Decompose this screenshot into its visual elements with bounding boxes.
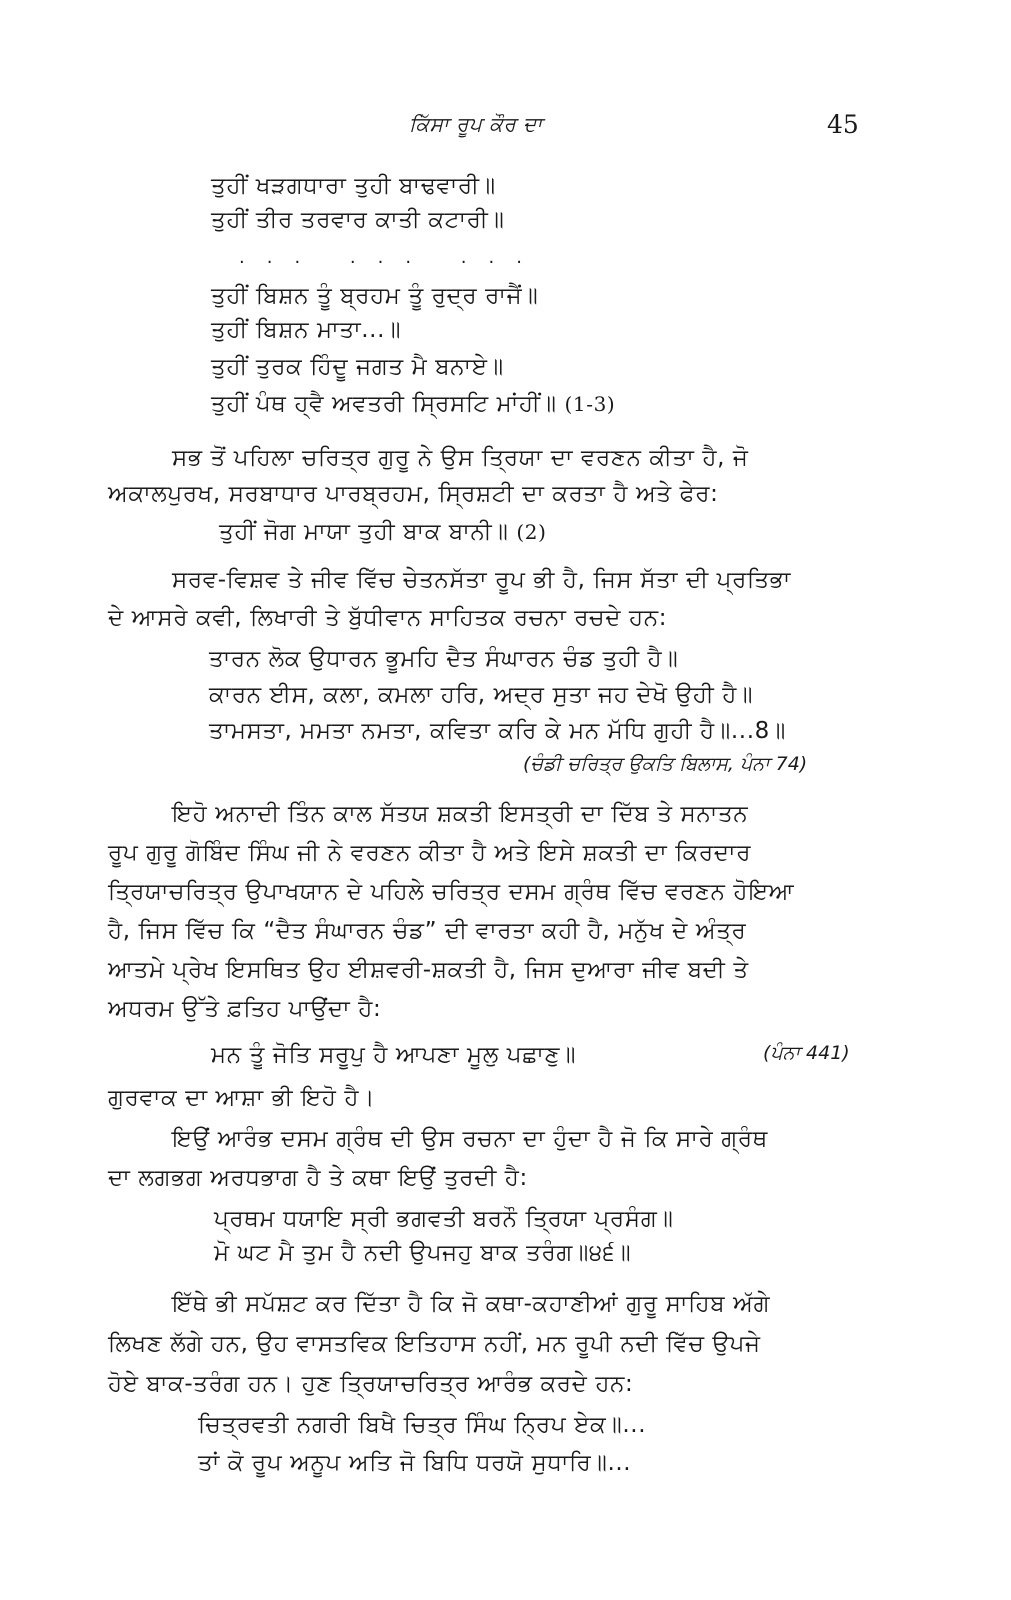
verse-line: ਤੁਹੀਂ ਤੀਰ ਤਰਵਾਰ ਕਾਤੀ ਕਟਾਰੀ॥ [211, 207, 505, 233]
running-title: ਕਿੱਸਾ ਰੂਪ ਕੌਰ ਦਾ [409, 112, 543, 136]
verse-reference: (1-3) [564, 392, 616, 416]
verse-line: ਮੋ ਘਟ ਮੈ ਤੁਮ ਹੈ ਨਦੀ ਉਪਜਹੁ ਬਾਕ ਤਰੰਗ॥੪੬॥ [214, 1240, 632, 1266]
verse-reference: (ਪੰਨਾ 441) [763, 1042, 850, 1064]
paragraph-line: ਦਾ ਲਗਭਗ ਅਰਧਭਾਗ ਹੈ ਤੇ ਕਥਾ ਇਉਂ ਤੁਰਦੀ ਹੈ: [108, 1165, 528, 1191]
verse-line: ਤੁਹੀਂ ਬਿਸ਼ਨ ਤੂੰ ਬ੍ਰਹਮ ਤੂੰ ਰੁਦ੍ਰ ਰਾਜੈਂ॥ [211, 283, 539, 309]
paragraph-line: ਅਧਰਮ ਉੱਤੇ ਫ਼ਤਿਹ ਪਾਉਂਦਾ ਹੈ: [108, 996, 382, 1022]
paragraph-line: ਗੁਰਵਾਕ ਦਾ ਆਸ਼ਾ ਭੀ ਇਹੋ ਹੈ। [108, 1085, 376, 1111]
verse-line: ਮਨ ਤੂੰ ਜੋਤਿ ਸਰੂਪੁ ਹੈ ਆਪਣਾ ਮੂਲੁ ਪਛਾਣੁ॥ [211, 1042, 577, 1068]
paragraph-line: ਹੋਏ ਬਾਕ-ਤਰੰਗ ਹਨ। ਹੁਣ ਤ੍ਰਿਯਾਚਰਿਤ੍ਰ ਆਰੰਭ ਕਰਦੇ ਹਨ: [108, 1371, 634, 1397]
paragraph-line: ਇਉਂ ਆਰੰਭ ਦਸਮ ਗ੍ਰੰਥ ਦੀ ਉਸ ਰਚਨਾ ਦਾ ਹੁੰਦਾ ਹੈ ਜੋ ਕਿ ਸਾਰੇ ਗ੍ਰੰਥ [172, 1126, 768, 1152]
verse-reference: (2) [516, 520, 547, 544]
verse-text: ਤੁਹੀਂ ਪੰਥ ਹ੍ਵੈ ਅਵਤਰੀ ਸ੍ਰਿਸਟਿ ਮਾਂਹੀਂ॥ [211, 391, 557, 417]
paragraph-line: ਦੇ ਆਸਰੇ ਕਵੀ, ਲਿਖਾਰੀ ਤੇ ਬੁੱਧੀਵਾਨ ਸਾਹਿਤਕ ਰਚਨਾ ਰਚਦੇ ਹਨ: [108, 605, 668, 631]
paragraph-line: ਸਭ ਤੋਂ ਪਹਿਲਾ ਚਰਿਤ੍ਰ ਗੁਰੂ ਨੇ ਉਸ ਤ੍ਰਿਯਾ ਦਾ ਵਰਣਨ ਕੀਤਾ ਹੈ, ਜੋ [172, 445, 749, 471]
verse-line: ਤੁਹੀਂ ਖੜਗਧਾਰਾ ਤੁਹੀ ਬਾਢਵਾਰੀ॥ [211, 173, 496, 199]
verse-line: ਤਾਮਸਤਾ, ਮਮਤਾ ਨਮਤਾ, ਕਵਿਤਾ ਕਰਿ ਕੇ ਮਨ ਮੱਧਿ ਗੁਹੀ ਹੈ॥...8॥ [209, 718, 786, 744]
paragraph-line: ਇਹੋ ਅਨਾਦੀ ਤਿੰਨ ਕਾਲ ਸੱਤਯ ਸ਼ਕਤੀ ਇਸਤ੍ਰੀ ਦਾ ਦਿੱਬ ਤੇ ਸਨਾਤਨ [172, 801, 749, 827]
verse-line [211, 389, 615, 419]
verse-line: ਕਾਰਨ ਈਸ, ਕਲਾ, ਕਮਲਾ ਹਰਿ, ਅਦ੍ਰ ਸੁਤਾ ਜਹ ਦੇਖੋ ਉਹੀ ਹੈ॥ [209, 682, 754, 708]
paragraph-line: ਲਿਖਣ ਲੱਗੇ ਹਨ, ਉਹ ਵਾਸਤਵਿਕ ਇਤਿਹਾਸ ਨਹੀਂ, ਮਨ ਰੂਪੀ ਨਦੀ ਵਿੱਚ ਉਪਜੇ [108, 1331, 761, 1357]
paragraph-line: ਆਤਮੇ ਪ੍ਰੇਖ ਇਸਥਿਤ ਉਹ ਈਸ਼ਵਰੀ-ਸ਼ਕਤੀ ਹੈ, ਜਿਸ ਦੁਆਰਾ ਜੀਵ ਬਦੀ ਤੇ [108, 957, 749, 983]
paragraph-line: ਤ੍ਰਿਯਾਚਰਿਤ੍ਰ ਉਪਾਖਯਾਨ ਦੇ ਪਹਿਲੇ ਚਰਿਤ੍ਰ ਦਸਮ ਗ੍ਰੰਥ ਵਿੱਚ ਵਰਣਨ ਹੋਇਆ [108, 879, 795, 905]
verse-line: ਤਾਰਨ ਲੋਕ ਉਧਾਰਨ ਭੂਮਹਿ ਦੈਤ ਸੰਘਾਰਨ ਚੰਡ ਤੁਹੀ ਹੈ॥ [209, 646, 679, 672]
verse-text: ਤੁਹੀਂ ਜੋਗ ਮਾਯਾ ਤੁਹੀ ਬਾਕ ਬਾਨੀ॥ [219, 519, 509, 545]
verse-line: ਤੁਹੀਂ ਬਿਸ਼ਨ ਮਾਤਾ...॥ [211, 317, 402, 343]
verse-line: ਤੁਹੀਂ ਤੁਰਕ ਹਿੰਦੂ ਜਗਤ ਮੈ ਬਨਾਏ॥ [211, 354, 504, 380]
paragraph-line: ਰੂਪ ਗੁਰੂ ਗੋਬਿੰਦ ਸਿੰਘ ਜੀ ਨੇ ਵਰਣਨ ਕੀਤਾ ਹੈ ਅਤੇ ਇਸੇ ਸ਼ਕਤੀ ਦਾ ਕਿਰਦਾਰ [108, 840, 752, 866]
verse-line: ਚਿਤ੍ਰਵਤੀ ਨਗਰੀ ਬਿਖੈ ਚਿਤ੍ਰ ਸਿੰਘ ਨ੍ਰਿਪ ਏਕ॥... [198, 1412, 647, 1438]
paragraph-line: ਅਕਾਲਪੁਰਖ, ਸਰਬਾਧਾਰ ਪਾਰਬ੍ਰਹਮ, ਸ੍ਰਿਸ਼ਟੀ ਦਾ ਕਰਤਾ ਹੈ ਅਤੇ ਫੇਰ: [108, 481, 719, 507]
ellipsis-line: ... ... ... [239, 247, 544, 268]
citation: (ਚੰਡੀ ਚਰਿਤ੍ਰ ਉਕਤਿ ਬਿਲਾਸ, ਪੰਨਾ 74) [523, 753, 808, 775]
verse-line: ਪ੍ਰਥਮ ਧਯਾਇ ਸ੍ਰੀ ਭਗਵਤੀ ਬਰਨੌ ਤ੍ਰਿਯਾ ਪ੍ਰਸੰਗ॥ [214, 1206, 674, 1232]
paragraph-line: ਇੱਥੇ ਭੀ ਸਪੱਸ਼ਟ ਕਰ ਦਿੱਤਾ ਹੈ ਕਿ ਜੋ ਕਥਾ-ਕਹਾਣੀਆਂ ਗੁਰੂ ਸਾਹਿਬ ਅੱਗੇ [172, 1291, 771, 1317]
verse-line [219, 517, 547, 547]
paragraph-line: ਸਰਵ-ਵਿਸ਼ਵ ਤੇ ਜੀਵ ਵਿੱਚ ਚੇਤਨਸੱਤਾ ਰੂਪ ਭੀ ਹੈ, ਜਿਸ ਸੱਤਾ ਦੀ ਪ੍ਰਤਿਭਾ [172, 567, 791, 593]
page-number: 45 [827, 110, 859, 139]
paragraph-line: ਹੈ, ਜਿਸ ਵਿੱਚ ਕਿ “ਦੈਤ ਸੰਘਾਰਨ ਚੰਡ” ਦੀ ਵਾਰਤਾ ਕਹੀ ਹੈ, ਮਨੁੱਖ ਦੇ ਅੰਤ੍ਰ [108, 918, 747, 944]
verse-line: ਤਾਂ ਕੋ ਰੂਪ ਅਨੂਪ ਅਤਿ ਜੋ ਬਿਧਿ ਧਰਯੋ ਸੁਧਾਰਿ॥... [198, 1450, 632, 1476]
